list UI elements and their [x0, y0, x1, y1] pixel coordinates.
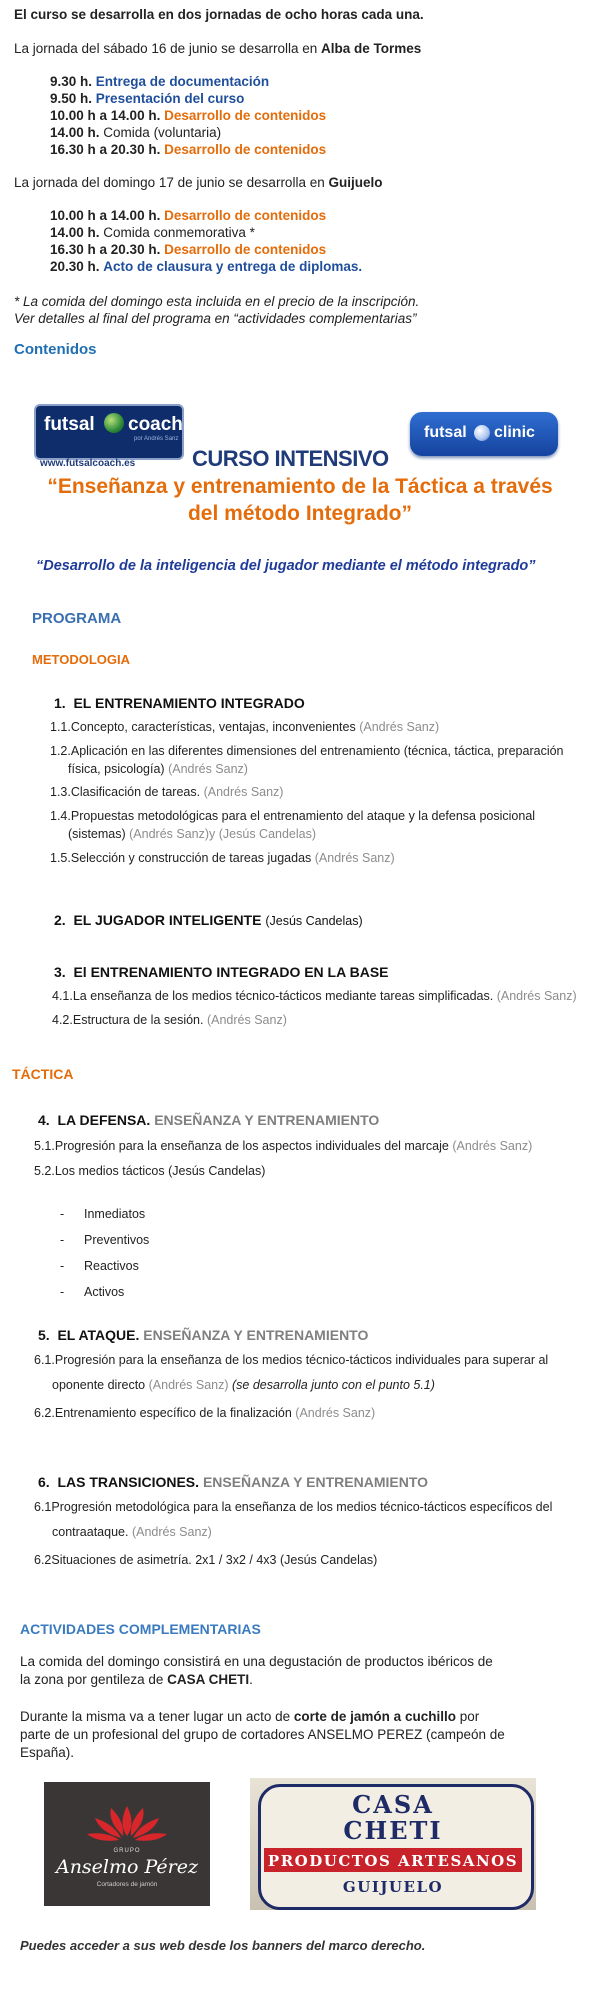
- banner-productos: PRODUCTOS ARTESANOS: [267, 1852, 519, 1870]
- actividades-heading: ACTIVIDADES COMPLEMENTARIAS: [20, 1621, 261, 1637]
- section-6-heading: [38, 1474, 428, 1490]
- saturday-schedule-row: [50, 90, 244, 107]
- item-number: 6.2.: [34, 1406, 55, 1420]
- program-item: [34, 1138, 532, 1154]
- section-3-title: El ENTRENAMIENTO INTEGRADO EN LA BASE: [73, 964, 389, 980]
- schedule-time: 10.00 h a 14.00 h.: [50, 108, 161, 123]
- program-item: [50, 761, 248, 777]
- banner-cheti: CHETI: [343, 1816, 443, 1845]
- saturday-schedule-row: [50, 107, 326, 124]
- anselmo-perez-banner[interactable]: [44, 1782, 210, 1906]
- program-item: [50, 719, 439, 735]
- item-number: 5.2.: [34, 1164, 55, 1178]
- program-item: [34, 1377, 435, 1393]
- schedule-label: Entrega de documentación: [95, 74, 270, 89]
- item-extra: (se desarrolla junto con el punto 5.1): [232, 1378, 435, 1392]
- futsalcoach-logo[interactable]: [34, 404, 184, 460]
- schedule-label: Comida (voluntaria): [103, 125, 222, 140]
- section-3-heading: [54, 964, 389, 980]
- programa-heading: PROGRAMA: [32, 610, 122, 627]
- schedule-time: 20.30 h.: [50, 259, 100, 274]
- schedule-label: Desarrollo de contenidos: [164, 208, 327, 223]
- item-text: Aplicación en las diferentes dimensiones del entrenamiento (técnica, táctica, preparación: [70, 744, 564, 758]
- item-author: (Andrés Sanz): [359, 720, 440, 734]
- section-2-author: (Jesús Candelas): [265, 914, 363, 928]
- schedule-label: Acto de clausura y entrega de diplomas.: [103, 259, 363, 274]
- item-number: 1.5.: [50, 851, 71, 865]
- ball-icon: [474, 425, 490, 441]
- section-6-subtitle: ENSEÑANZA Y ENTRENAMIENTO: [202, 1474, 429, 1490]
- section-5-title: EL ATAQUE.: [57, 1327, 140, 1343]
- saturday-schedule-row: [50, 124, 221, 141]
- item-author: (Andrés Sanz)y (Jesús Candelas): [129, 827, 317, 841]
- item-text: Progresión metodológica para la enseñanza de los medios técnico-tácticos específicos del: [51, 1500, 553, 1514]
- bullet-dash-icon: -: [60, 1285, 65, 1299]
- tactica-heading: TÁCTICA: [12, 1066, 74, 1082]
- item-author: (Andrés Sanz): [496, 989, 577, 1003]
- program-item: [50, 808, 535, 824]
- item-text: (sistemas): [68, 827, 126, 841]
- section-2-heading: [54, 912, 363, 928]
- sunday-schedule-row: [50, 224, 255, 241]
- schedule-time: 9.30 h.: [50, 74, 93, 89]
- section-4-number: 4.: [38, 1112, 50, 1128]
- sunday-schedule-row: [50, 207, 326, 224]
- item-author: (Andrés Sanz): [131, 1525, 212, 1539]
- program-item: [34, 1499, 552, 1515]
- course-tagline: “Desarrollo de la inteligencia del jugador mediante el método integrado”: [36, 558, 536, 574]
- section-6-title: LAS TRANSICIONES.: [57, 1474, 200, 1490]
- actividades-p2-line2: parte de un profesional del grupo de cortadores ANSELMO PEREZ (campeón de: [20, 1727, 505, 1742]
- clinic-word-futsal: futsal: [424, 424, 467, 441]
- item-number: 6.1: [34, 1500, 52, 1514]
- item-number: 1.1.: [50, 720, 71, 734]
- item-number: 5.1.: [34, 1139, 55, 1153]
- item-text: Situaciones de asimetría. 2x1 / 3x2 / 4x3 (Jesús Candelas): [51, 1553, 378, 1567]
- casa-cheti-banner[interactable]: [250, 1778, 536, 1910]
- bullet-text: Inmediatos: [84, 1207, 146, 1221]
- item-text: Los medios tácticos (Jesús Candelas): [54, 1164, 266, 1178]
- item-text: Concepto, características, ventajas, inconvenientes: [70, 720, 356, 734]
- banner-guijuelo: GUIJUELO: [342, 1878, 444, 1896]
- section-5-subtitle: ENSEÑANZA Y ENTRENAMIENTO: [143, 1327, 369, 1343]
- schedule-time: 16.30 h a 20.30 h.: [50, 242, 161, 257]
- program-item: [50, 784, 283, 800]
- section-1-number: 1.: [54, 695, 66, 711]
- item-text: física, psicología): [68, 762, 165, 776]
- item-text: Entrenamiento específico de la finalización: [54, 1406, 292, 1420]
- schedule-time: 10.00 h a 14.00 h.: [50, 208, 161, 223]
- banner-anselmo-sub: Cortadores de jamón: [96, 1881, 158, 1888]
- sunday-schedule-row: [50, 241, 326, 258]
- actividades-p1-line1: La comida del domingo consistirá en una degustación de productos ibéricos de: [20, 1654, 493, 1669]
- footer-note: Puedes acceder a sus web desde los banners del marco derecho.: [20, 1938, 426, 1953]
- schedule-time: 16.30 h a 20.30 h.: [50, 142, 161, 157]
- item-text: Progresión para la enseñanza de los aspectos individuales del marcaje: [54, 1139, 449, 1153]
- schedule-label: Comida conmemorativa *: [103, 225, 255, 240]
- item-text: Progresión para la enseñanza de los medios técnico-tácticos individuales para superar al: [54, 1353, 549, 1367]
- program-item: [34, 1352, 548, 1368]
- section-1-title: EL ENTRENAMIENTO INTEGRADO: [73, 695, 305, 711]
- bullet-text: Activos: [84, 1285, 125, 1299]
- schedule-label: Desarrollo de contenidos: [164, 108, 327, 123]
- banner-anselmo-name: Anselmo Pérez: [55, 1856, 199, 1878]
- section-2-title: EL JUGADOR INTELIGENTE: [73, 912, 262, 928]
- item-text: Propuestas metodológicas para el entrenamiento del ataque y la defensa posicional: [70, 809, 536, 823]
- schedule-time: 14.00 h.: [50, 225, 100, 240]
- program-item: [34, 1163, 265, 1179]
- saturday-schedule-row: [50, 141, 326, 158]
- item-number: 1.4.: [50, 809, 71, 823]
- program-item: [34, 1405, 375, 1421]
- item-number: 4.2.: [52, 1013, 73, 1027]
- globe-icon: [104, 413, 124, 433]
- sunday-schedule-row: [50, 258, 362, 275]
- program-item: [50, 743, 564, 759]
- section-4-title: LA DEFENSA.: [57, 1112, 151, 1128]
- sunday-prefix: La jornada del domingo 17 de junio se desarrolla en: [14, 175, 329, 190]
- item-author: (Andrés Sanz): [148, 1378, 229, 1392]
- section-3-number: 3.: [54, 964, 66, 980]
- logo-tagline: por Andrés Sanz: [134, 436, 179, 442]
- program-item: [52, 1012, 287, 1028]
- schedule-label: Desarrollo de contenidos: [164, 142, 327, 157]
- item-number: 1.2.: [50, 744, 71, 758]
- p1-text: la zona por gentileza de: [20, 1672, 168, 1687]
- item-number: 6.1.: [34, 1353, 55, 1367]
- item-author: (Andrés Sanz): [452, 1139, 533, 1153]
- course-subtitle-2: del método Integrado”: [187, 502, 412, 525]
- intro-line: El curso se desarrolla en dos jornadas de ocho horas cada una.: [14, 7, 424, 22]
- saturday-prefix: La jornada del sábado 16 de junio se desarrolla en: [14, 41, 321, 56]
- bullet-item: [60, 1284, 124, 1300]
- bullet-dash-icon: -: [60, 1259, 65, 1273]
- note-line-1: * La comida del domingo esta incluida en el precio de la inscripción.: [14, 294, 420, 309]
- futsalcoach-url[interactable]: www.futsalcoach.es: [40, 458, 136, 469]
- bullet-item: [60, 1232, 149, 1248]
- actividades-p2-line3: España).: [20, 1745, 75, 1760]
- section-1-heading: [54, 695, 305, 711]
- item-text: La enseñanza de los medios técnico-tácticos mediante tareas simplificadas.: [72, 989, 494, 1003]
- contenidos-heading: Contenidos: [14, 341, 97, 358]
- schedule-label: Presentación del curso: [95, 91, 245, 106]
- bullet-dash-icon: -: [60, 1233, 65, 1247]
- item-author: (Andrés Sanz): [206, 1013, 287, 1027]
- section-6-number: 6.: [38, 1474, 50, 1490]
- banner-casa: CASA: [352, 1790, 434, 1819]
- schedule-time: 14.00 h.: [50, 125, 100, 140]
- item-number: 4.1.: [52, 989, 73, 1003]
- item-text: oponente directo: [52, 1378, 146, 1392]
- actividades-p2-line1: [20, 1708, 479, 1725]
- bullet-item: [60, 1258, 139, 1274]
- p1-casa-cheti: CASA CHETI: [167, 1672, 250, 1687]
- item-text: Clasificación de tareas.: [70, 785, 201, 799]
- futsalclinic-logo[interactable]: [410, 412, 558, 456]
- item-author: (Andrés Sanz): [314, 851, 395, 865]
- item-author: (Andrés Sanz): [168, 762, 248, 776]
- note-line-2: Ver detalles al final del programa en “actividades complementarias”: [14, 311, 417, 326]
- clinic-word-clinic: clinic: [494, 424, 535, 441]
- bullet-text: Preventivos: [84, 1233, 150, 1247]
- section-2-number: 2.: [54, 912, 66, 928]
- p2-bold: corte de jamón a cuchillo: [293, 1709, 456, 1724]
- program-item: [52, 988, 577, 1004]
- actividades-p1-line2: [20, 1671, 253, 1688]
- program-item: [34, 1524, 212, 1540]
- logo-word-futsal: futsal: [44, 414, 95, 435]
- item-text: Estructura de la sesión.: [72, 1013, 204, 1027]
- program-item: [34, 1552, 377, 1568]
- saturday-place: Alba de Tormes: [320, 41, 422, 56]
- p1-end: .: [249, 1672, 253, 1687]
- logo-word-coach: coach: [128, 414, 183, 435]
- course-title: CURSO INTENSIVO: [192, 446, 389, 471]
- schedule-label: Desarrollo de contenidos: [164, 242, 327, 257]
- item-author: (Andrés Sanz): [203, 785, 284, 799]
- banner-grupo: GRUPO: [113, 1848, 141, 1854]
- program-item: [50, 826, 316, 842]
- bullet-text: Reactivos: [84, 1259, 139, 1273]
- bullet-dash-icon: -: [60, 1207, 65, 1221]
- item-author: (Andrés Sanz): [295, 1406, 376, 1420]
- saturday-schedule-row: [50, 73, 269, 90]
- item-number: 1.3.: [50, 785, 71, 799]
- course-subtitle-1: “Enseñanza y entrenamiento de la Táctica a través: [47, 475, 553, 498]
- sunday-line: [14, 174, 600, 191]
- section-4-subtitle: ENSEÑANZA Y ENTRENAMIENTO: [154, 1112, 380, 1128]
- section-5-heading: [38, 1327, 368, 1343]
- program-item: [50, 850, 395, 866]
- item-number: 6.2: [34, 1553, 52, 1567]
- item-text: contraataque.: [52, 1525, 129, 1539]
- sunday-place: Guijuelo: [328, 175, 383, 190]
- p2-text-pre: Durante la misma va a tener lugar un acto de: [20, 1709, 294, 1724]
- p2-text-post: por: [455, 1709, 480, 1724]
- bullet-item: [60, 1206, 145, 1222]
- section-4-heading: [38, 1112, 379, 1128]
- item-text: Selección y construcción de tareas jugadas: [70, 851, 312, 865]
- metodologia-heading: METODOLOGIA: [32, 652, 130, 667]
- section-5-number: 5.: [38, 1327, 50, 1343]
- schedule-time: 9.50 h.: [50, 91, 93, 106]
- saturday-line: [14, 40, 600, 57]
